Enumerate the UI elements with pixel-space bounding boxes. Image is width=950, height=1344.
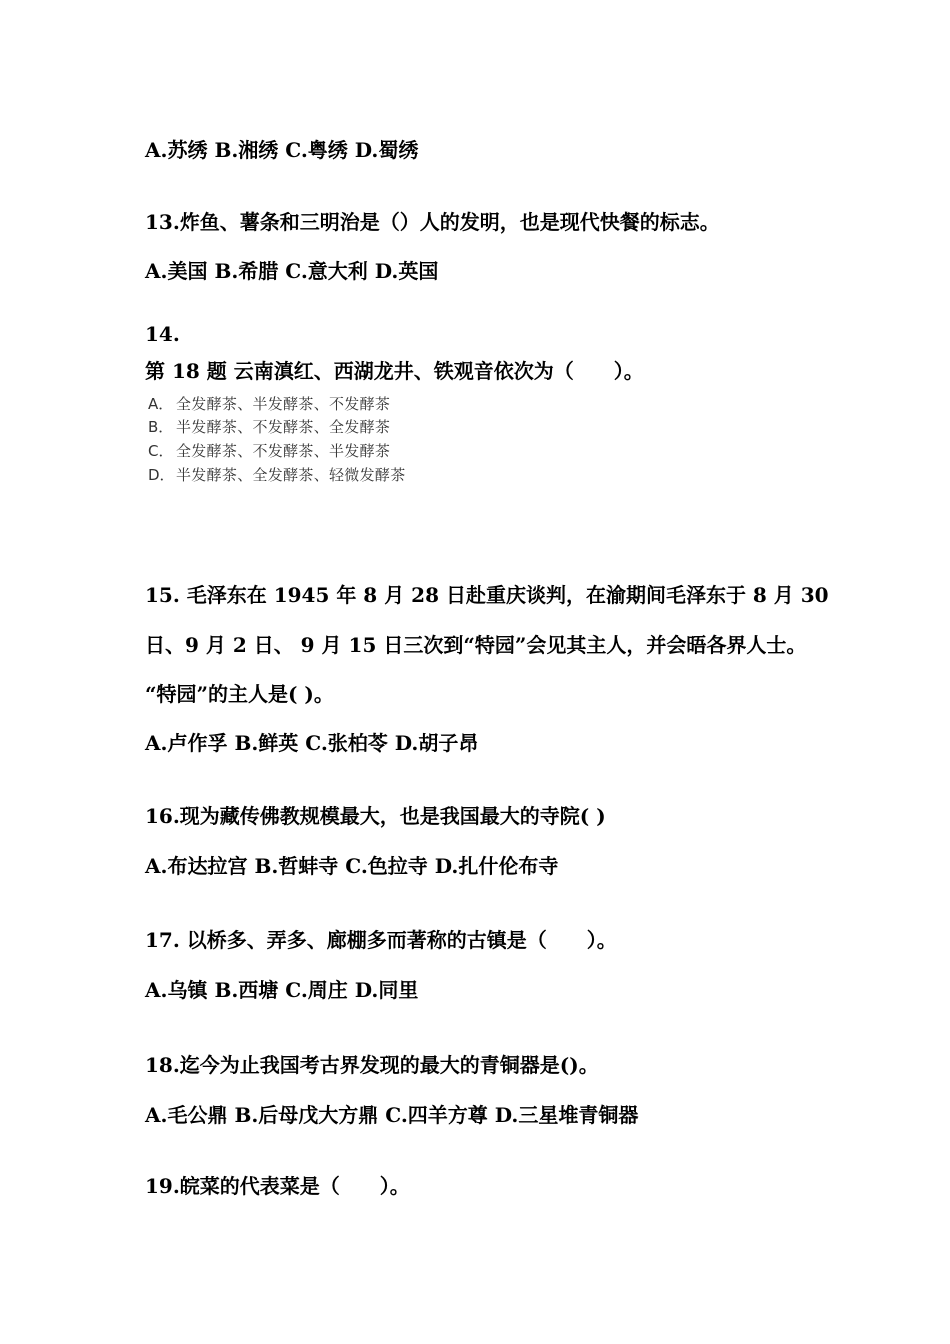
q16-options: A.布达拉宫 B.哲蚌寺 C.色拉寺 D.扎什伦布寺 (145, 854, 559, 878)
q18-question: 18.迄今为止我国考古界发现的最大的青铜器是()。 (145, 1053, 599, 1077)
q15-question-line-2: 日、9 月 2 日、 9 月 15 日三次到“特园”会见其主人，并会晤各界人士。 (145, 633, 807, 657)
q14-option-b-letter: B． (148, 418, 174, 436)
q13-options: A.美国 B.希腊 C.意大利 D.英国 (145, 259, 439, 283)
q14-option-a-letter: A． (148, 395, 174, 413)
q14-option-a-text: 全发酵茶、半发酵茶、不发酵茶 (176, 395, 391, 413)
q17-question: 17. 以桥多、弄多、廊棚多而著称的古镇是（ ）。 (145, 928, 617, 952)
q15-question-line-3: “特园”的主人是( )。 (145, 682, 334, 706)
q12-options: A.苏绣 B.湘绣 C.粤绣 D.蜀绣 (145, 138, 419, 162)
q14-option-b-text: 半发酵茶、不发酵茶、全发酵茶 (176, 418, 391, 436)
q17-options: A.乌镇 B.西塘 C.周庄 D.同里 (145, 978, 419, 1002)
q15-question-line-1: 15. 毛泽东在 1945 年 8 月 28 日赴重庆谈判，在渝期间毛泽东于 8 月 30 (145, 583, 829, 607)
q14-option-d-letter: D． (148, 466, 175, 484)
q15-options: A.卢作孚 B.鲜英 C.张柏苓 D.胡子昂 (145, 731, 479, 755)
q14-option-c-text: 全发酵茶、不发酵茶、半发酵茶 (176, 442, 391, 460)
q16-question: 16.现为藏传佛教规模最大，也是我国最大的寺院( ) (145, 804, 606, 828)
q19-question: 19.皖菜的代表菜是（ ）。 (145, 1174, 410, 1198)
q14-option-c (148, 442, 390, 460)
q13-question: 13.炸鱼、薯条和三明治是（）人的发明，也是现代快餐的标志。 (145, 210, 720, 234)
q18-options: A.毛公鼎 B.后母戊大方鼎 C.四羊方尊 D.三星堆青铜器 (145, 1103, 639, 1127)
q14-option-d (148, 466, 406, 484)
q14-question: 第 18 题 云南滇红、西湖龙井、铁观音依次为（ ）。 (145, 359, 644, 383)
q14-option-c-letter: C． (148, 442, 174, 460)
q14-option-d-text: 半发酵茶、全发酵茶、轻微发酵茶 (176, 466, 406, 484)
q14-number: 14. (145, 322, 180, 346)
q14-option-b (148, 418, 390, 436)
q14-option-a (148, 395, 390, 413)
